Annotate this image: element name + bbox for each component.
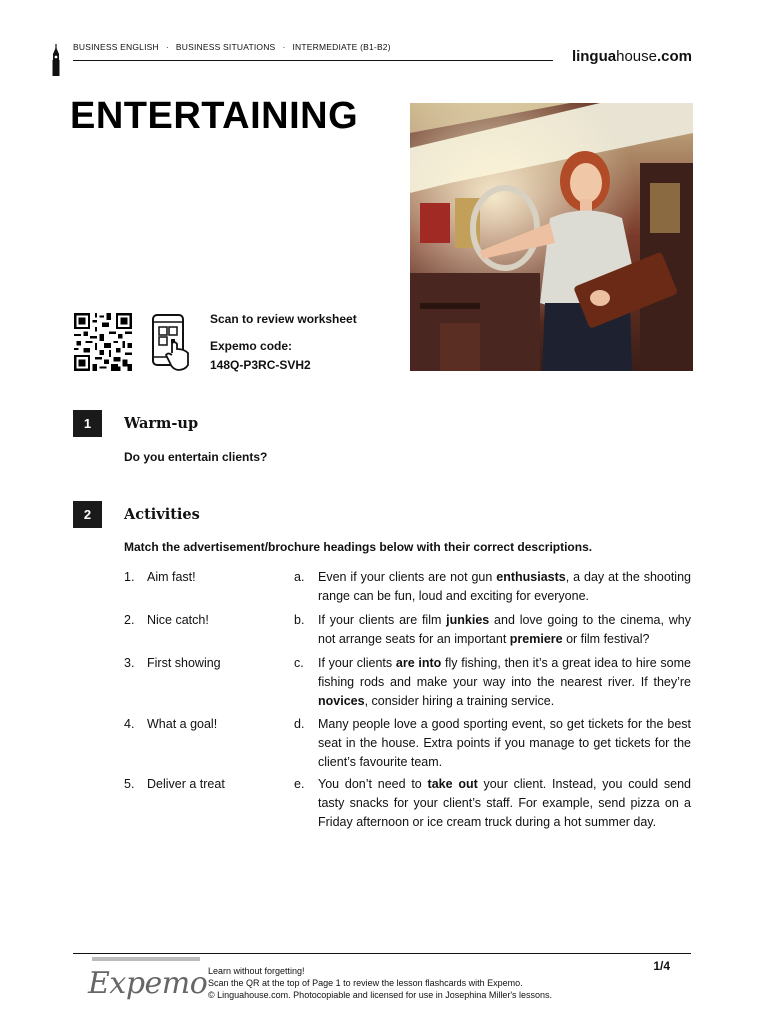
- hostess-photo: [410, 103, 693, 371]
- section-title-warm-up: Warm-up: [124, 415, 199, 432]
- warm-up-question: Do you entertain clients?: [124, 450, 268, 464]
- footer-text: [208, 965, 552, 1001]
- ad-heading: Nice catch!: [147, 613, 209, 627]
- row-number: 3.: [124, 656, 135, 670]
- row-letter: c.: [294, 656, 304, 670]
- big-ben-icon: [50, 44, 62, 76]
- brand-logo: linguahouse.com: [571, 48, 692, 65]
- section-number-1: 1: [73, 410, 102, 437]
- row-number: 2.: [124, 613, 135, 627]
- breadcrumb-level-1: BUSINESS ENGLISH: [73, 42, 159, 52]
- ad-description: Many people love a good sporting event, so get tickets for the best seat in the house. Extra points if you manage to get tickets for the client’s favourite team.: [318, 717, 691, 769]
- ad-heading: Aim fast!: [147, 570, 196, 584]
- section-title-activities: Activities: [124, 506, 200, 523]
- ad-heading: First showing: [147, 656, 221, 670]
- row-letter: e.: [294, 777, 305, 791]
- ad-heading: Deliver a treat: [147, 777, 225, 791]
- footer-instruction: Scan the QR at the top of Page 1 to review the lesson flashcards with Expemo.: [208, 978, 523, 988]
- expemo-code-value: 148Q-P3RC-SVH2: [210, 358, 311, 372]
- row-letter: d.: [294, 717, 305, 731]
- footer-tagline: Learn without forgetting!: [208, 966, 305, 976]
- page-title: ENTERTAINING: [70, 95, 359, 137]
- footer-divider: [73, 953, 691, 954]
- page-number: 1/4: [653, 959, 670, 973]
- row-number: 4.: [124, 717, 135, 731]
- expemo-logo: Expemo: [88, 966, 208, 1001]
- row-letter: a.: [294, 570, 305, 584]
- breadcrumb-level-3: INTERMEDIATE (B1-B2): [292, 42, 391, 52]
- ad-description: If your clients are film junkies and love going to the cinema, why not arrange seats for an important premiere or film festival?: [318, 613, 691, 646]
- footer-ghost-text: [92, 955, 202, 961]
- section-number-2: 2: [73, 501, 102, 528]
- ad-description: Even if your clients are not gun enthusiasts, a day at the shooting range can be fun, loud and exciting for everyone.: [318, 570, 691, 603]
- row-number: 1.: [124, 570, 135, 584]
- phone-scan-icon: [150, 313, 192, 371]
- header-divider: [73, 60, 553, 61]
- ad-heading: What a goal!: [147, 717, 218, 731]
- breadcrumb-level-2: BUSINESS SITUATIONS: [175, 42, 276, 52]
- footer-copyright: © Linguahouse.com. Photocopiable and licensed for use in Josephina Miller's lessons.: [208, 990, 553, 1000]
- qr-code-icon[interactable]: [73, 313, 133, 371]
- expemo-code-label: Expemo code:: [210, 339, 293, 353]
- ad-description: You don’t need to take out your client. Instead, you could send tasty snacks for your client’s staff. For example, send pizza on a Friday afternoon or ice cream truck during a hot summer day.: [318, 777, 691, 829]
- ad-description: If your clients are into fly fishing, then it’s a great idea to hire some fishing rods and make your way into the nearest river. If they’re novices, consider hiring a training service.: [318, 656, 691, 708]
- scan-instruction: Scan to review worksheet: [210, 312, 357, 326]
- row-letter: b.: [294, 613, 305, 627]
- activity-instruction: Match the advertisement/brochure headings below with their correct descriptions.: [124, 540, 593, 554]
- breadcrumb: BUSINESS ENGLISH · BUSINESS SITUATIONS · INTERMEDIATE (B1-B2): [73, 42, 391, 52]
- row-number: 5.: [124, 777, 135, 791]
